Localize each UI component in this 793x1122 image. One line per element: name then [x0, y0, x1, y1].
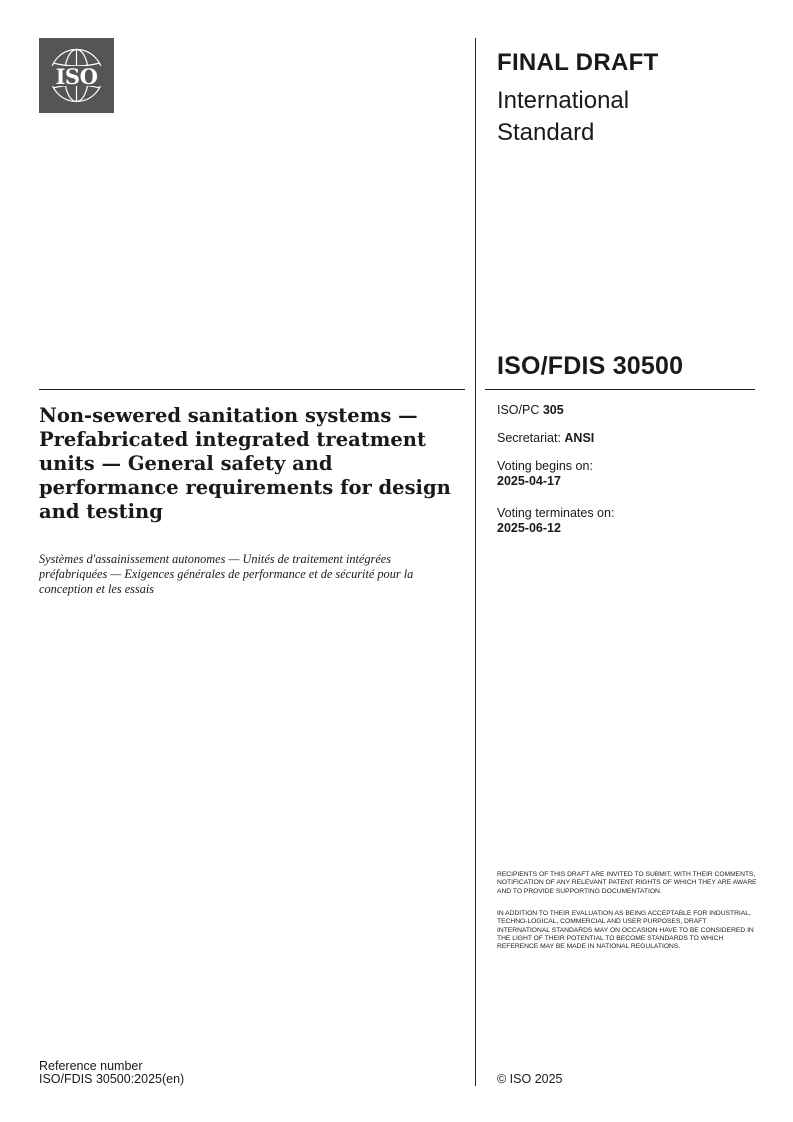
svg-text:ISO: ISO: [55, 64, 98, 89]
patent-notice: RECIPIENTS OF THIS DRAFT ARE INVITED TO SUBMIT, WITH THEIR COMMENTS, NOTIFICATION OF ANY RELEVANT PATENT RIGHTS OF WHICH THEY ARE AWARE AND TO PROVIDE SUPPORTING DOCUMENTATION.: [497, 871, 757, 895]
secretariat-label: Secretariat:: [497, 431, 565, 445]
voting-begins-date: 2025-04-17: [497, 474, 561, 488]
reference-number: ISO/FDIS 30500:2025(en): [39, 1072, 185, 1086]
copyright: © ISO 2025: [497, 1072, 563, 1086]
reference-number-label: Reference number: [39, 1059, 143, 1073]
iso-globe-logo-icon: [39, 38, 114, 113]
committee: [497, 403, 564, 418]
title-divider-right: [485, 389, 755, 390]
document-number: ISO/FDIS 30500: [497, 352, 684, 380]
committee-number: 305: [542, 403, 564, 417]
english-title: Non-sewered sanitation systems — Prefabricated integrated treatment units — General safety and performance requirements for design and testing: [39, 404, 451, 523]
secretariat-value: ANSI: [564, 431, 595, 445]
title-divider-left: [39, 389, 465, 390]
french-title: Systèmes d'assainissement autonomes — Unités de traitement intégrées préfabriquées — Exigences générales de performance et de sécurité pour la conception et les essais: [39, 552, 414, 596]
committee-label: ISO/PC: [497, 403, 543, 417]
stage-heading: FINAL DRAFT: [497, 49, 659, 76]
voting-ends-date: 2025-06-12: [497, 521, 561, 535]
secretariat: [497, 431, 594, 446]
document-type-line2: Standard: [497, 119, 595, 146]
voting-ends-label: Voting terminates on:: [497, 506, 615, 520]
vertical-divider: [475, 38, 476, 1086]
iso-logo: [39, 38, 114, 113]
voting-begins-label: Voting begins on:: [497, 459, 593, 473]
evaluation-notice: IN ADDITION TO THEIR EVALUATION AS BEING ACCEPTABLE FOR INDUSTRIAL, TECHNO-LOGICAL, COMMERCIAL AND USER PURPOSES, DRAFT INTERNATIONAL STANDARDS MAY ON OCCASION HAVE TO BE CONSIDERED IN THE LIGHT OF THEIR POTENTIAL TO BECOME STANDARDS TO WHICH REFERENCE MAY BE MADE IN NATIONAL REGULATIONS.: [497, 910, 754, 951]
document-type-line1: International: [497, 87, 630, 114]
